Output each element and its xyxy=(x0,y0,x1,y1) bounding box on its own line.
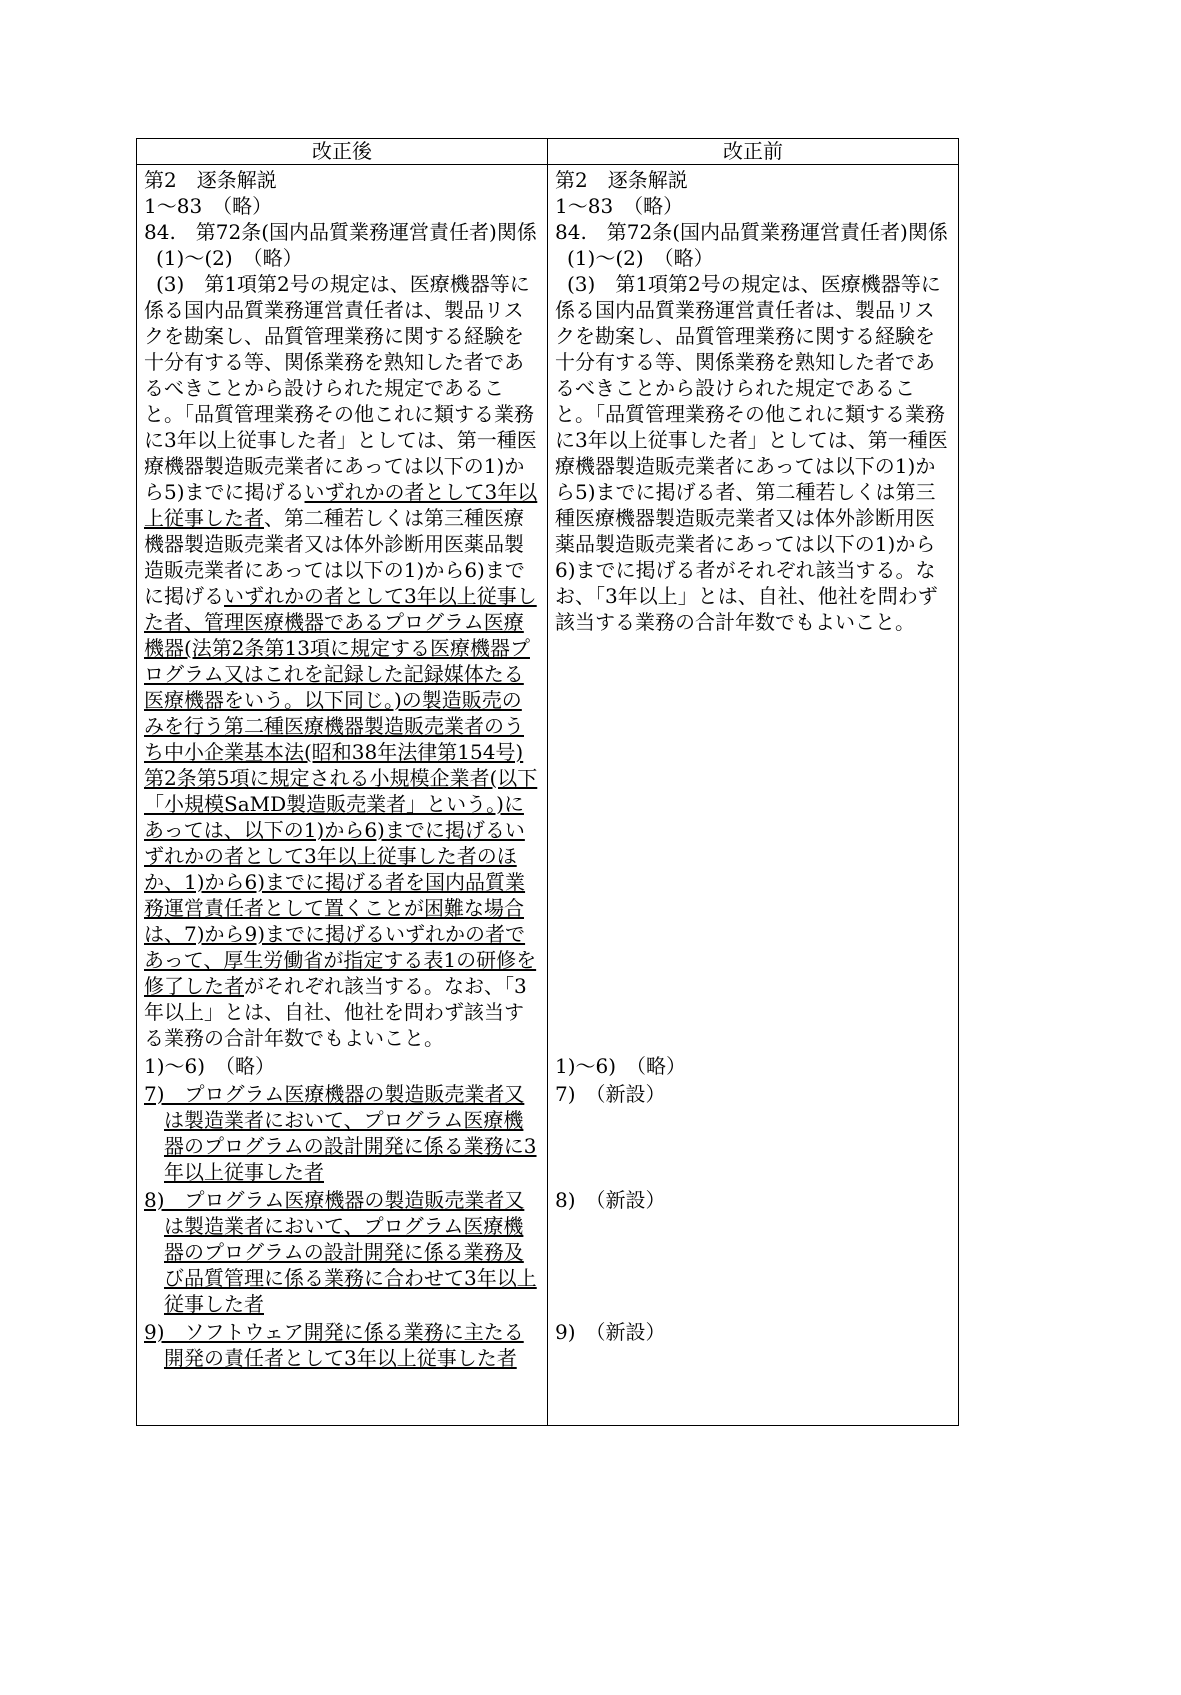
text-run: がそれぞれ該当する。なお、「3年以上」とは、自社、他社を問わず該当する業務の合計年数でもよいこと。 xyxy=(144,974,527,1050)
text-run: (1)〜(2) （略） xyxy=(156,246,303,270)
cell-left xyxy=(137,165,548,1052)
column-header-before: 改正前 xyxy=(548,139,959,165)
cell-right xyxy=(548,1185,959,1317)
paragraph xyxy=(144,1053,540,1079)
text-run: 1)〜6) （略） xyxy=(555,1054,687,1078)
comparison-table xyxy=(136,138,959,1426)
paragraph xyxy=(555,1187,951,1213)
text-run: (3) 第1項第2号の規定は、医療機器等に係る国内品質業務運営責任者は、製品リスクを勘案し、品質管理業務に関する経験を十分有する等、関係業務を熟知した者であるべきことから設けられた規定であること。「品質管理業務その他これに類する業務に3年以上従事した者」としては、第一種医療機器製造販売業者にあっては以下の1)から5)までに掲げる者、第二種若しくは第三種医療機器製造販売業者又は体外診断用医薬品製造販売業者にあっては以下の1)から6)までに掲げる者がそれぞれ該当する。なお、「3年以上」とは、自社、他社を問わず該当する業務の合計年数でもよいこと。 xyxy=(555,272,948,634)
text-run: 9) （新設） xyxy=(555,1320,666,1344)
paragraph xyxy=(144,219,540,245)
cell-right xyxy=(548,1317,959,1426)
paragraph xyxy=(555,1081,951,1107)
cell-right xyxy=(548,1079,959,1185)
text-run: 84. 第72条(国内品質業務運営責任者)関係 xyxy=(555,220,948,244)
cell-right xyxy=(548,165,959,1052)
paragraph xyxy=(144,1081,540,1185)
paragraph xyxy=(144,245,540,271)
paragraph xyxy=(144,167,540,193)
header-row xyxy=(137,139,959,165)
inserted-text: いずれかの者として3年以上従事した者 xyxy=(144,480,538,530)
inserted-text: 9) ソフトウェア開発に係る業務に主たる開発の責任者として3年以上従事した者 xyxy=(144,1320,524,1370)
text-run: (1)〜(2) （略） xyxy=(567,246,714,270)
text-run: 第2 逐条解説 xyxy=(144,168,277,192)
paragraph xyxy=(555,193,951,219)
cell-left xyxy=(137,1185,548,1317)
paragraph xyxy=(555,1319,951,1345)
inserted-text: 8) プログラム医療機器の製造販売業者又は製造業者において、プログラム医療機器のプログラムの設計開発に係る業務及び品質管理に係る業務に合わせて3年以上従事した者 xyxy=(144,1188,537,1316)
text-run: 7) （新設） xyxy=(555,1082,666,1106)
cell-left xyxy=(137,1051,548,1079)
text-run: 84. 第72条(国内品質業務運営責任者)関係 xyxy=(144,220,537,244)
table-row xyxy=(137,1051,959,1079)
paragraph xyxy=(555,167,951,193)
text-run: 1〜83 （略） xyxy=(555,194,684,218)
inserted-text: 7) プログラム医療機器の製造販売業者又は製造業者において、プログラム医療機器のプログラムの設計開発に係る業務に3年以上従事した者 xyxy=(144,1082,537,1184)
table-row xyxy=(137,1317,959,1426)
paragraph xyxy=(144,193,540,219)
paragraph xyxy=(555,271,951,635)
table-row xyxy=(137,165,959,1052)
cell-left xyxy=(137,1317,548,1426)
text-run: 1〜83 （略） xyxy=(144,194,273,218)
text-run: (3) 第1項第2号の規定は、医療機器等に係る国内品質業務運営責任者は、製品リスクを勘案し、品質管理業務に関する経験を十分有する等、関係業務を熟知した者であるべきことから設けられた規定であること。「品質管理業務その他これに類する業務に3年以上従事した者」としては、第一種医療機器製造販売業者にあっては以下の1)から5)までに掲げる xyxy=(144,272,537,504)
table-row xyxy=(137,1079,959,1185)
text-run: 8) （新設） xyxy=(555,1188,666,1212)
text-run: 1)〜6) （略） xyxy=(144,1054,276,1078)
text-run: 第2 逐条解説 xyxy=(555,168,688,192)
cell-right xyxy=(548,1051,959,1079)
paragraph xyxy=(144,1319,540,1371)
paragraph xyxy=(144,271,540,1051)
table-body xyxy=(137,165,959,1426)
paragraph xyxy=(144,1187,540,1317)
paragraph xyxy=(555,245,951,271)
inserted-text: いずれかの者として3年以上従事した者、管理医療機器であるプログラム医療機器(法第2条第13項に規定する医療機器プログラム又はこれを記録した記録媒体たる医療機器をいう。以下同じ。)の製造販売のみを行う第二種医療機器製造販売業者のうち中小企業基本法(昭和38年法律第154号)第2条第5項に規定される小規模企業者(以下「小規模SaMD製造販売業者」という。)にあっては、以下の1)から6)までに掲げるいずれかの者として3年以上従事した者のほか、1)から6)までに掲げる者を国内品質業務運営責任者として置くことが困難な場合は、7)から9)までに掲げるいずれかの者であって、厚生労働省が指定する表1の研修を修了した者 xyxy=(144,584,538,998)
text-run: 、第二種若しくは第三種医療機器製造販売業者又は体外診断用医薬品製造販売業者にあっては以下の1)から6)までに掲げる xyxy=(144,506,525,608)
paragraph xyxy=(555,1053,951,1079)
table-row xyxy=(137,1185,959,1317)
column-header-after: 改正後 xyxy=(137,139,548,165)
paragraph xyxy=(555,219,951,245)
cell-left xyxy=(137,1079,548,1185)
